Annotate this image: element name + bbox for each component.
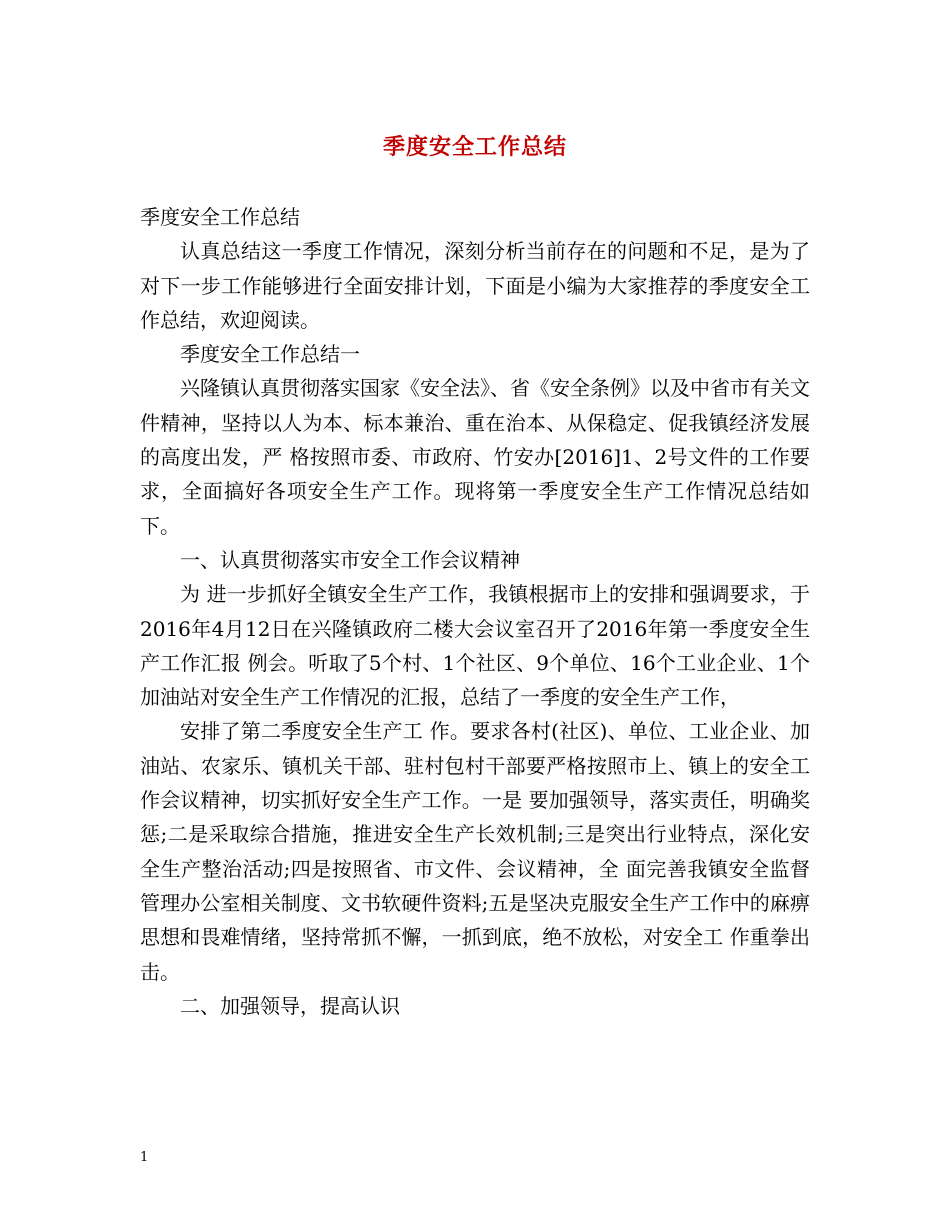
document-title: 季度安全工作总结 — [382, 134, 567, 160]
section-heading: 一、认真贯彻落实市安全工作会议精神 — [180, 547, 520, 572]
paragraph-heading: 季度安全工作总结 — [140, 205, 300, 229]
section-heading: 季度安全工作总结一 — [180, 342, 360, 367]
paragraph-intro: 认真总结这一季度工作情况，深刻分析当前存在的问题和不足，是为了对下一步工作能够进行全面安排计划，下面是小编为大家推荐的季度安全工作总结，欢迎阅读。 — [140, 239, 810, 332]
section-heading: 二、加强领导，提高认识 — [180, 993, 400, 1018]
page-number: 1 — [140, 1150, 149, 1165]
paragraph: 兴隆镇认真贯彻落实国家《安全法》、省《安全条例》以及中省市有关文件精神，坚持以人为本、标本兼治、重在治本、从保稳定、促我镇经济发展的高度出发，严 格按照市委、市政府、竹安办[2016]1、2号文件的工作要求，全面搞好各项安全生产工作。现将第一季度安全生产工作情况总结如下。 — [140, 376, 810, 538]
document-body — [140, 200, 810, 1023]
paragraph: 安排了第二季度安全生产工 作。要求各村(社区)、单位、工业企业、加油站、农家乐、镇机关干部、驻村包村干部要严格按照市上、镇上的安全工作会议精神，切实抓好安全生产工作。一是 要加强领导，落实责任，明确奖惩;二是采取综合措施，推进安全生产长效机制;三是突出行业特点，深化安全生产整治活动;四是按照省、市文件、会议精神，全 面完善我镇安全监督管理办公室相关制度、文书软硬件资料;五是坚决克服安全生产工作中的麻痹思想和畏难情绪，坚持常抓不懈，一抓到底，绝不放松，对安全工 作重拳出击。 — [140, 719, 810, 984]
paragraph: 为 进一步抓好全镇安全生产工作，我镇根据市上的安排和强调要求，于2016年4月12日在兴隆镇政府二楼大会议室召开了2016年第一季度安全生产工作汇报 例会。听取了5个村、1个社区、9个单位、16个工业企业、1个加油站对安全生产工作情况的汇报，总结了一季度的安全生产工作， — [140, 582, 810, 710]
